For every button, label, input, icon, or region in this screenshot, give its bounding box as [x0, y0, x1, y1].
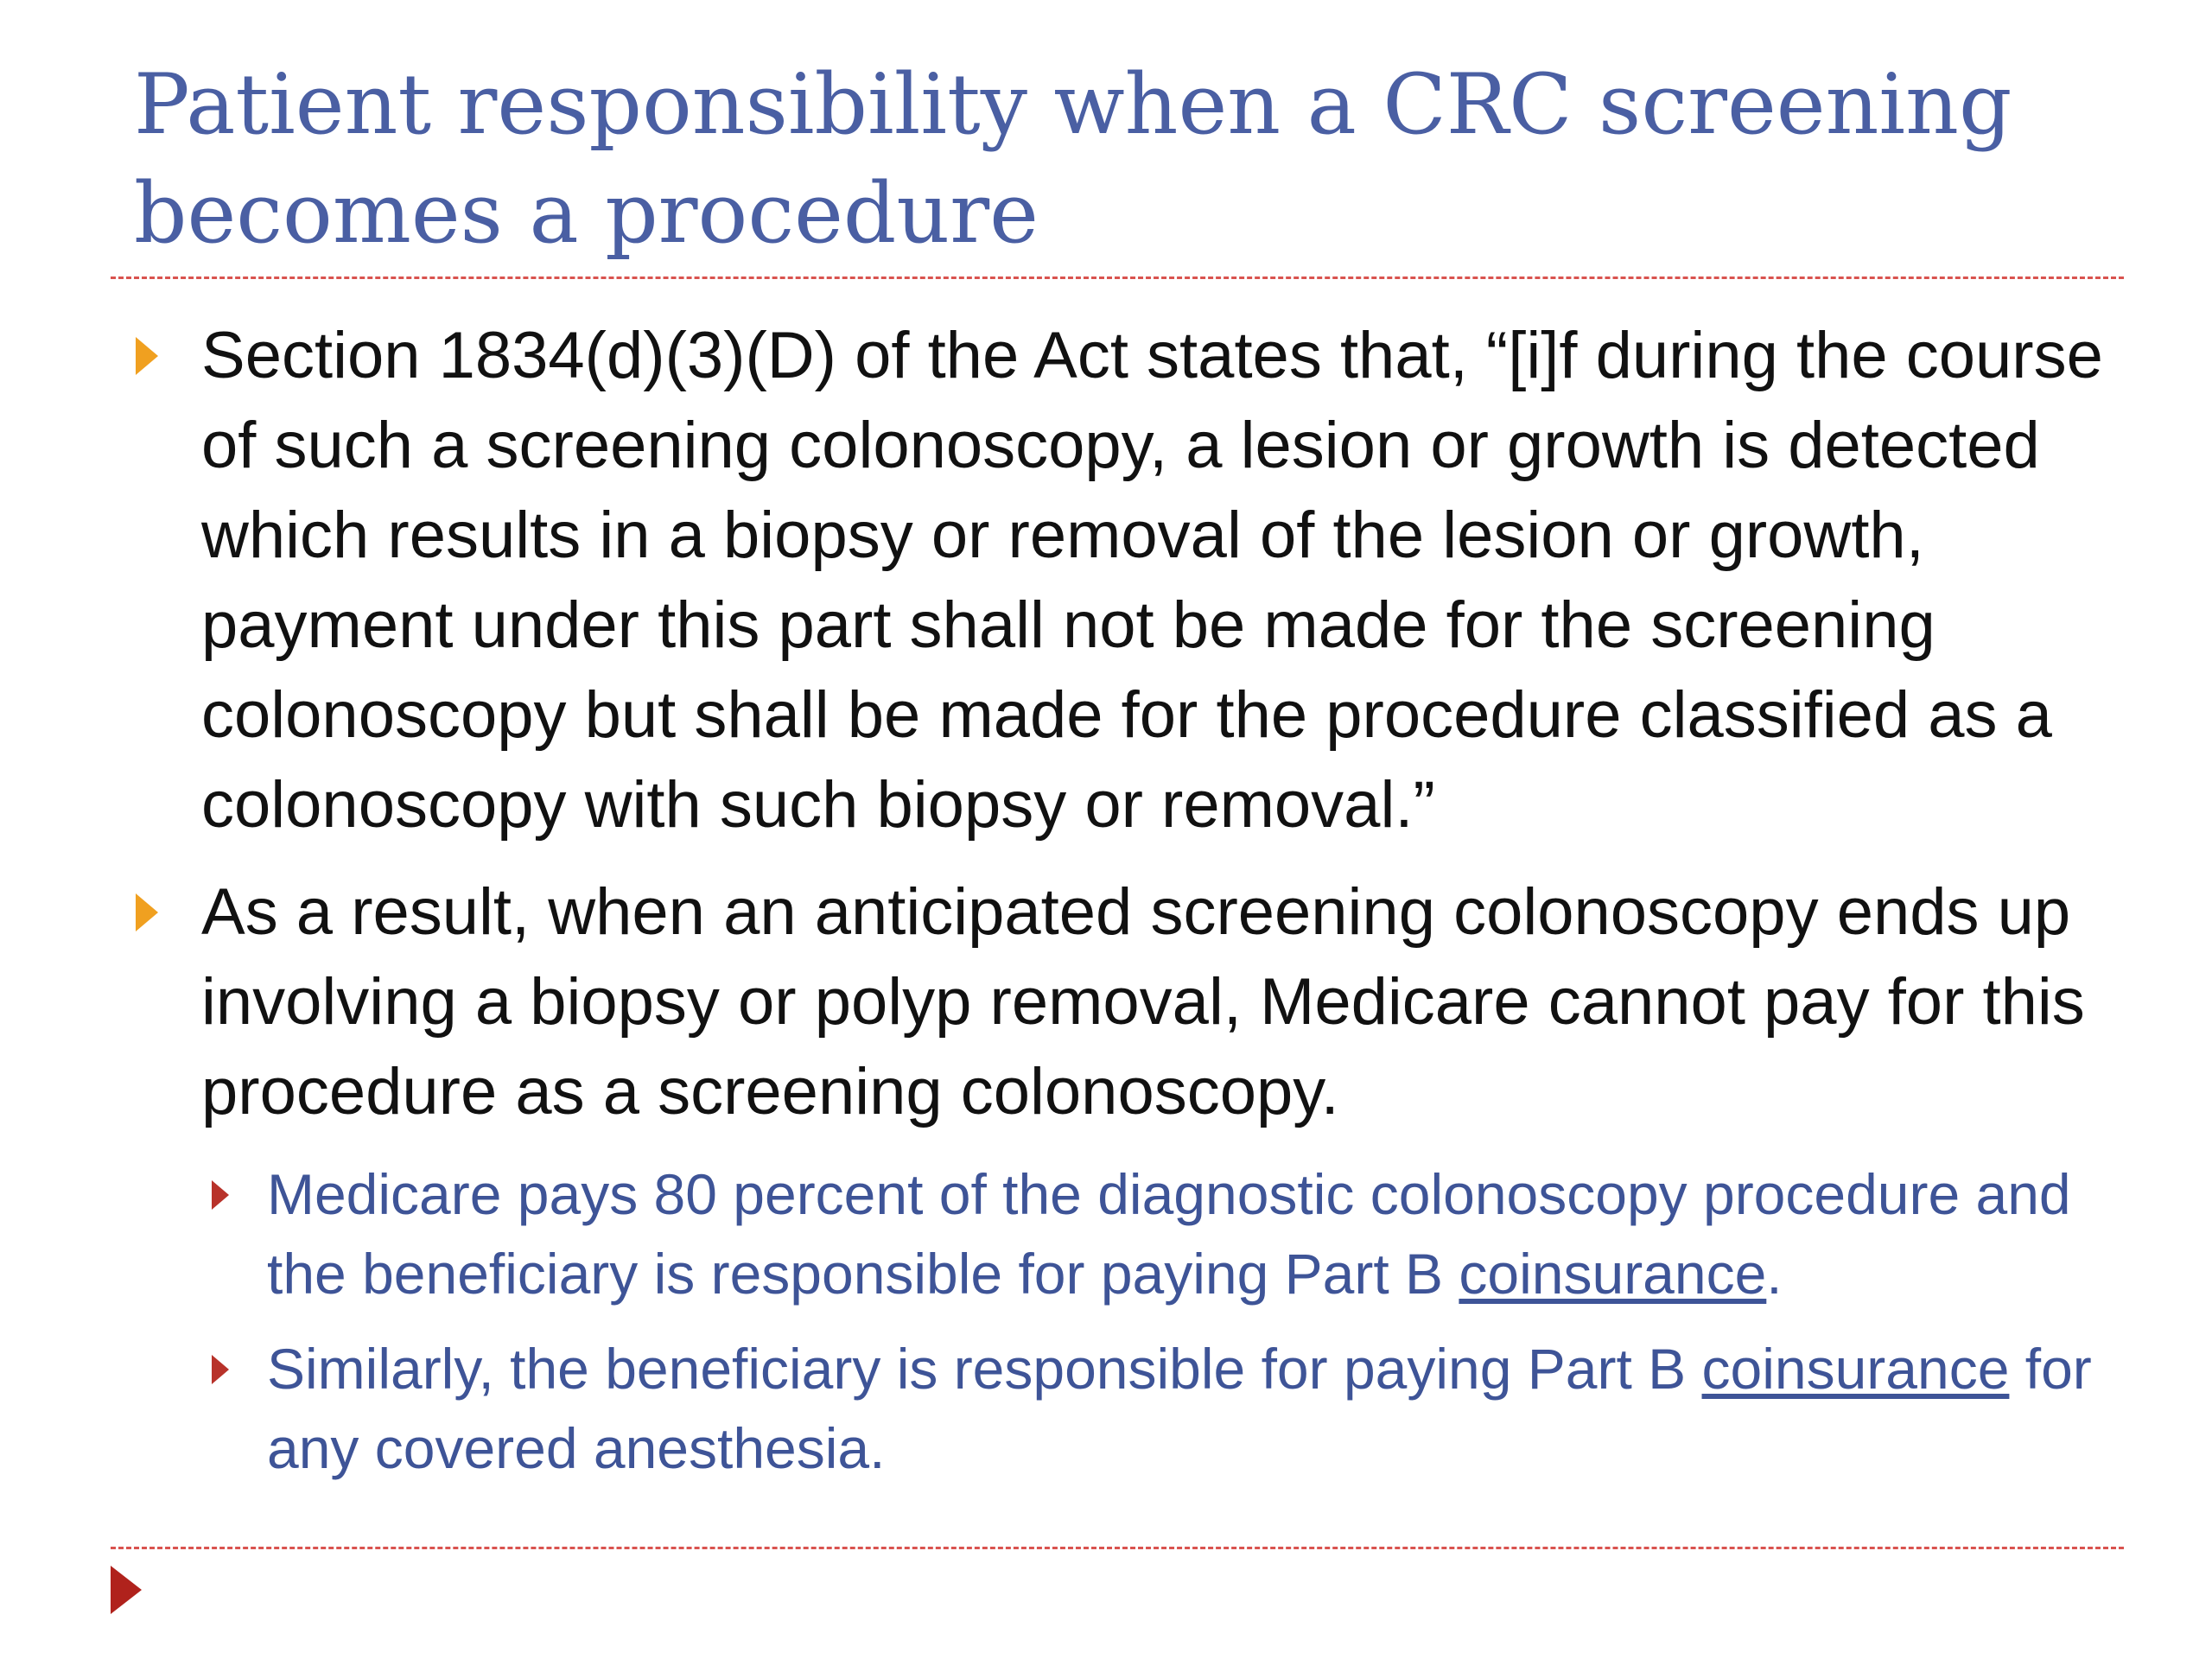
sub-bullet-item	[203, 1154, 2121, 1313]
bullet-text: As a result, when an anticipated screening colonoscopy ends up involving a biopsy or polyp removal, Medicare cannot pay for this procedure as a screening colonoscopy.	[201, 875, 2085, 1128]
sub-bullet-text: Medicare pays 80 percent of the diagnostic colonoscopy procedure and the beneficiary is responsible for paying Part B	[267, 1162, 2071, 1306]
orange-triangle-bullet-icon	[136, 337, 158, 375]
sub-bullet-text: Similarly, the beneficiary is responsible for paying Part B	[267, 1337, 1702, 1401]
next-slide-arrow-icon[interactable]	[111, 1566, 142, 1614]
footer-divider	[111, 1547, 2124, 1549]
sub-bullet-item	[203, 1329, 2121, 1488]
red-triangle-bullet-icon	[212, 1180, 229, 1210]
title-divider	[111, 276, 2124, 279]
slide-title: Patient responsibility when a CRC screening becomes a procedure	[134, 56, 2012, 262]
slide-body	[134, 311, 2121, 1488]
orange-triangle-bullet-icon	[136, 893, 158, 931]
sub-bullet-text-end: .	[1766, 1242, 1783, 1306]
red-triangle-bullet-icon	[212, 1355, 229, 1384]
bullet-item	[134, 311, 2121, 850]
bullet-text: Section 1834(d)(3)(D) of the Act states that, “[i]f during the course of such a screening colonoscopy, a lesion or growth is detected which results in a biopsy or removal of the lesion or growth, payment under this part shall not be made for the screening colonoscopy but shall be made for the procedure classified as a colonoscopy with such biopsy or removal.”	[201, 319, 2103, 842]
bullet-item	[134, 868, 2121, 1137]
coinsurance-link[interactable]: coinsurance	[1459, 1242, 1767, 1306]
coinsurance-link[interactable]: coinsurance	[1701, 1337, 2010, 1401]
sub-bullet-text-end: for any covered anesthesia.	[267, 1337, 2092, 1480]
